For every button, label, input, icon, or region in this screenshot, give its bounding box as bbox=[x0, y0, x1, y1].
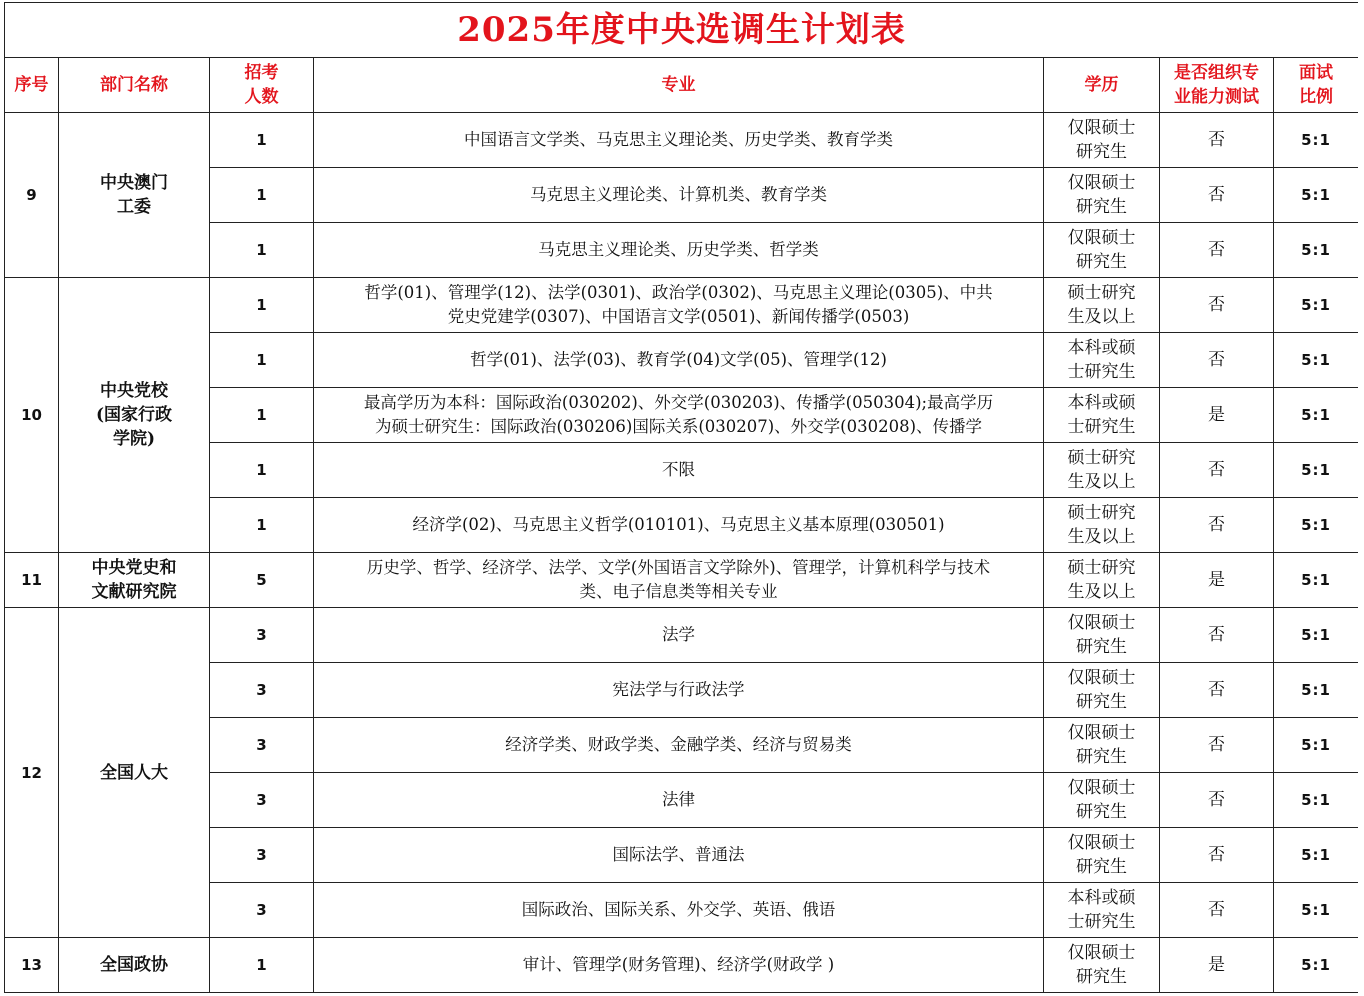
spreadsheet bbox=[4, 2, 1358, 996]
test-cell: 否 bbox=[1160, 168, 1274, 223]
line: 学院) bbox=[112, 429, 156, 449]
line: 本科或硕 bbox=[1067, 338, 1136, 358]
line: 比例 bbox=[1299, 87, 1334, 107]
major-text bbox=[317, 843, 1040, 867]
line: 全国人大 bbox=[100, 762, 168, 783]
table-row bbox=[5, 278, 1359, 333]
line: 研究生 bbox=[1076, 637, 1127, 657]
edu-cell bbox=[1044, 223, 1160, 278]
test-cell: 否 bbox=[1160, 883, 1274, 938]
line: 招考 bbox=[244, 63, 279, 83]
line: 仅限硕士 bbox=[1067, 613, 1136, 633]
ratio-cell: 5:1 bbox=[1274, 278, 1359, 333]
line: 业能力测试 bbox=[1174, 87, 1259, 107]
seq-cell: 12 bbox=[5, 608, 59, 938]
test-cell: 否 bbox=[1160, 113, 1274, 168]
line: 硕士研究 bbox=[1067, 448, 1136, 468]
header-ratio bbox=[1274, 58, 1359, 113]
major-cell bbox=[314, 443, 1044, 498]
major-cell bbox=[314, 333, 1044, 388]
major-text bbox=[317, 238, 1040, 262]
major-text bbox=[317, 183, 1040, 207]
major-cell bbox=[314, 223, 1044, 278]
line: 仅限硕士 bbox=[1067, 173, 1136, 193]
test-cell: 否 bbox=[1160, 333, 1274, 388]
count-cell: 3 bbox=[210, 718, 314, 773]
line: 本科或硕 bbox=[1067, 393, 1136, 413]
major-cell bbox=[314, 773, 1044, 828]
ratio-cell: 5:1 bbox=[1274, 608, 1359, 663]
header-edu: 学历 bbox=[1044, 58, 1160, 113]
count-cell: 1 bbox=[210, 333, 314, 388]
major-text bbox=[317, 556, 1040, 604]
count-cell: 1 bbox=[210, 443, 314, 498]
edu-cell bbox=[1044, 938, 1160, 993]
line: 马克思主义理论类、计算机类、教育学类 bbox=[530, 185, 827, 204]
test-cell: 否 bbox=[1160, 223, 1274, 278]
line: 仅限硕士 bbox=[1067, 778, 1136, 798]
line: 生及以上 bbox=[1067, 472, 1136, 492]
line: 宪法学与行政法学 bbox=[612, 680, 745, 699]
line: 仅限硕士 bbox=[1067, 668, 1136, 688]
line: 哲学(01)、法学(03)、教育学(04)文学(05)、管理学(12) bbox=[470, 350, 887, 369]
line: 中央澳门 bbox=[100, 173, 168, 193]
line: 生及以上 bbox=[1067, 307, 1136, 327]
ratio-cell: 5:1 bbox=[1274, 443, 1359, 498]
line: 生及以上 bbox=[1067, 527, 1136, 547]
count-cell: 1 bbox=[210, 223, 314, 278]
line: 仅限硕士 bbox=[1067, 943, 1136, 963]
line: 人数 bbox=[244, 87, 279, 107]
table-row bbox=[5, 113, 1359, 168]
line: 中央党校 bbox=[100, 381, 168, 401]
major-text bbox=[317, 733, 1040, 757]
edu-cell bbox=[1044, 663, 1160, 718]
count-cell: 3 bbox=[210, 663, 314, 718]
edu-cell bbox=[1044, 278, 1160, 333]
test-cell: 否 bbox=[1160, 828, 1274, 883]
line: 中国语言文学类、马克思主义理论类、历史学类、教育学类 bbox=[464, 130, 893, 149]
line: 研究生 bbox=[1076, 692, 1127, 712]
line: 研究生 bbox=[1076, 857, 1127, 877]
major-cell bbox=[314, 663, 1044, 718]
line: 仅限硕士 bbox=[1067, 118, 1136, 138]
line: 工委 bbox=[117, 197, 151, 217]
test-cell: 否 bbox=[1160, 608, 1274, 663]
major-cell bbox=[314, 388, 1044, 443]
test-cell: 否 bbox=[1160, 498, 1274, 553]
dept-cell bbox=[59, 938, 210, 993]
seq-cell: 10 bbox=[5, 278, 59, 553]
test-cell: 否 bbox=[1160, 663, 1274, 718]
header-seq: 序号 bbox=[5, 58, 59, 113]
major-cell bbox=[314, 608, 1044, 663]
seq-cell: 13 bbox=[5, 938, 59, 993]
count-cell: 3 bbox=[210, 828, 314, 883]
table-row bbox=[5, 608, 1359, 663]
table-row bbox=[5, 553, 1359, 608]
edu-cell bbox=[1044, 443, 1160, 498]
header-dept: 部门名称 bbox=[59, 58, 210, 113]
table-body bbox=[5, 113, 1359, 993]
line: 硕士研究 bbox=[1067, 558, 1136, 578]
line: 是否组织专 bbox=[1174, 63, 1259, 83]
line: 中央党史和 bbox=[91, 558, 177, 578]
line: 硕士研究 bbox=[1067, 283, 1136, 303]
line: 本科或硕 bbox=[1067, 888, 1136, 908]
major-text bbox=[317, 128, 1040, 152]
ratio-cell: 5:1 bbox=[1274, 223, 1359, 278]
line: 研究生 bbox=[1076, 802, 1127, 822]
major-text bbox=[317, 623, 1040, 647]
ratio-cell: 5:1 bbox=[1274, 388, 1359, 443]
ratio-cell: 5:1 bbox=[1274, 498, 1359, 553]
seq-cell: 9 bbox=[5, 113, 59, 278]
major-text bbox=[317, 953, 1040, 977]
ratio-cell: 5:1 bbox=[1274, 113, 1359, 168]
line: 国际政治、国际关系、外交学、英语、俄语 bbox=[521, 900, 836, 919]
major-text bbox=[317, 898, 1040, 922]
line: 研究生 bbox=[1076, 142, 1127, 162]
count-cell: 1 bbox=[210, 938, 314, 993]
major-text bbox=[317, 348, 1040, 372]
ratio-cell: 5:1 bbox=[1274, 333, 1359, 388]
test-cell: 否 bbox=[1160, 773, 1274, 828]
major-cell bbox=[314, 553, 1044, 608]
count-cell: 3 bbox=[210, 608, 314, 663]
count-cell: 1 bbox=[210, 278, 314, 333]
count-cell: 5 bbox=[210, 553, 314, 608]
edu-cell bbox=[1044, 553, 1160, 608]
line: 生及以上 bbox=[1067, 582, 1136, 602]
major-cell bbox=[314, 938, 1044, 993]
line: 马克思主义理论类、历史学类、哲学类 bbox=[538, 240, 819, 259]
ratio-cell: 5:1 bbox=[1274, 718, 1359, 773]
edu-cell bbox=[1044, 168, 1160, 223]
line: 文献研究院 bbox=[91, 582, 177, 602]
edu-cell bbox=[1044, 113, 1160, 168]
count-cell: 1 bbox=[210, 113, 314, 168]
major-cell bbox=[314, 718, 1044, 773]
major-text bbox=[317, 391, 1040, 439]
edu-cell bbox=[1044, 388, 1160, 443]
header-major: 专业 bbox=[314, 58, 1044, 113]
dept-cell bbox=[59, 553, 210, 608]
header-test bbox=[1160, 58, 1274, 113]
line: (国家行政 bbox=[95, 405, 173, 425]
line: 士研究生 bbox=[1067, 362, 1136, 382]
header-row bbox=[5, 58, 1359, 113]
table-row bbox=[5, 938, 1359, 993]
ratio-cell: 5:1 bbox=[1274, 168, 1359, 223]
edu-cell bbox=[1044, 828, 1160, 883]
major-cell bbox=[314, 168, 1044, 223]
plan-table bbox=[4, 2, 1358, 993]
line: 全国政协 bbox=[100, 955, 168, 975]
count-cell: 1 bbox=[210, 498, 314, 553]
major-text bbox=[317, 281, 1040, 329]
seq-cell: 11 bbox=[5, 553, 59, 608]
major-cell bbox=[314, 828, 1044, 883]
line: 经济学(02)、马克思主义哲学(010101)、马克思主义基本原理(030501) bbox=[412, 515, 945, 534]
line: 研究生 bbox=[1076, 197, 1127, 217]
count-cell: 1 bbox=[210, 388, 314, 443]
count-cell: 3 bbox=[210, 883, 314, 938]
test-cell: 是 bbox=[1160, 388, 1274, 443]
edu-cell bbox=[1044, 718, 1160, 773]
line: 法学 bbox=[662, 625, 695, 644]
major-text bbox=[317, 788, 1040, 812]
test-cell: 是 bbox=[1160, 938, 1274, 993]
line: 面试 bbox=[1299, 63, 1334, 83]
test-cell: 否 bbox=[1160, 443, 1274, 498]
ratio-cell: 5:1 bbox=[1274, 828, 1359, 883]
line: 国际法学、普通法 bbox=[612, 845, 745, 864]
line: 最高学历为本科：国际政治(030202)、外交学(030203)、传播学(050304);最高学历 bbox=[363, 393, 994, 412]
line: 仅限硕士 bbox=[1067, 228, 1136, 248]
line: 硕士研究 bbox=[1067, 503, 1136, 523]
major-cell bbox=[314, 883, 1044, 938]
line: 不限 bbox=[662, 460, 695, 479]
major-cell bbox=[314, 278, 1044, 333]
line: 历史学、哲学、经济学、法学、文学(外国语言文学除外)、管理学，计算机科学与技术 bbox=[366, 558, 991, 577]
dept-cell bbox=[59, 113, 210, 278]
line: 仅限硕士 bbox=[1067, 723, 1136, 743]
edu-cell bbox=[1044, 333, 1160, 388]
ratio-cell: 5:1 bbox=[1274, 773, 1359, 828]
test-cell: 否 bbox=[1160, 718, 1274, 773]
ratio-cell: 5:1 bbox=[1274, 663, 1359, 718]
line: 研究生 bbox=[1076, 967, 1127, 987]
line: 研究生 bbox=[1076, 252, 1127, 272]
edu-cell bbox=[1044, 883, 1160, 938]
major-text bbox=[317, 678, 1040, 702]
line: 法律 bbox=[662, 790, 695, 809]
major-cell bbox=[314, 498, 1044, 553]
major-text bbox=[317, 513, 1040, 537]
count-cell: 1 bbox=[210, 168, 314, 223]
edu-cell bbox=[1044, 498, 1160, 553]
ratio-cell: 5:1 bbox=[1274, 883, 1359, 938]
line: 哲学(01)、管理学(12)、法学(0301)、政治学(0302)、马克思主义理论(0305)、中共 bbox=[364, 283, 993, 302]
line: 审计、管理学(财务管理)、经济学(财政学 ) bbox=[522, 955, 835, 974]
ratio-cell: 5:1 bbox=[1274, 938, 1359, 993]
line: 研究生 bbox=[1076, 747, 1127, 767]
edu-cell bbox=[1044, 773, 1160, 828]
dept-cell bbox=[59, 608, 210, 938]
edu-cell bbox=[1044, 608, 1160, 663]
count-cell: 3 bbox=[210, 773, 314, 828]
line: 士研究生 bbox=[1067, 417, 1136, 437]
major-text bbox=[317, 458, 1040, 482]
line: 党史党建学(0307)、中国语言文学(0501)、新闻传播学(0503) bbox=[447, 307, 910, 326]
header-count bbox=[210, 58, 314, 113]
test-cell: 是 bbox=[1160, 553, 1274, 608]
table-title: 2025年度中央选调生计划表 bbox=[5, 3, 1359, 58]
line: 仅限硕士 bbox=[1067, 833, 1136, 853]
line: 为硕士研究生：国际政治(030206)国际关系(030207)、外交学(030208)、传播学 bbox=[374, 417, 983, 436]
ratio-cell: 5:1 bbox=[1274, 553, 1359, 608]
line: 经济学类、财政学类、金融学类、经济与贸易类 bbox=[505, 735, 852, 754]
major-cell bbox=[314, 113, 1044, 168]
test-cell: 否 bbox=[1160, 278, 1274, 333]
line: 士研究生 bbox=[1067, 912, 1136, 932]
dept-cell bbox=[59, 278, 210, 553]
line: 类、电子信息类等相关专业 bbox=[579, 582, 778, 601]
